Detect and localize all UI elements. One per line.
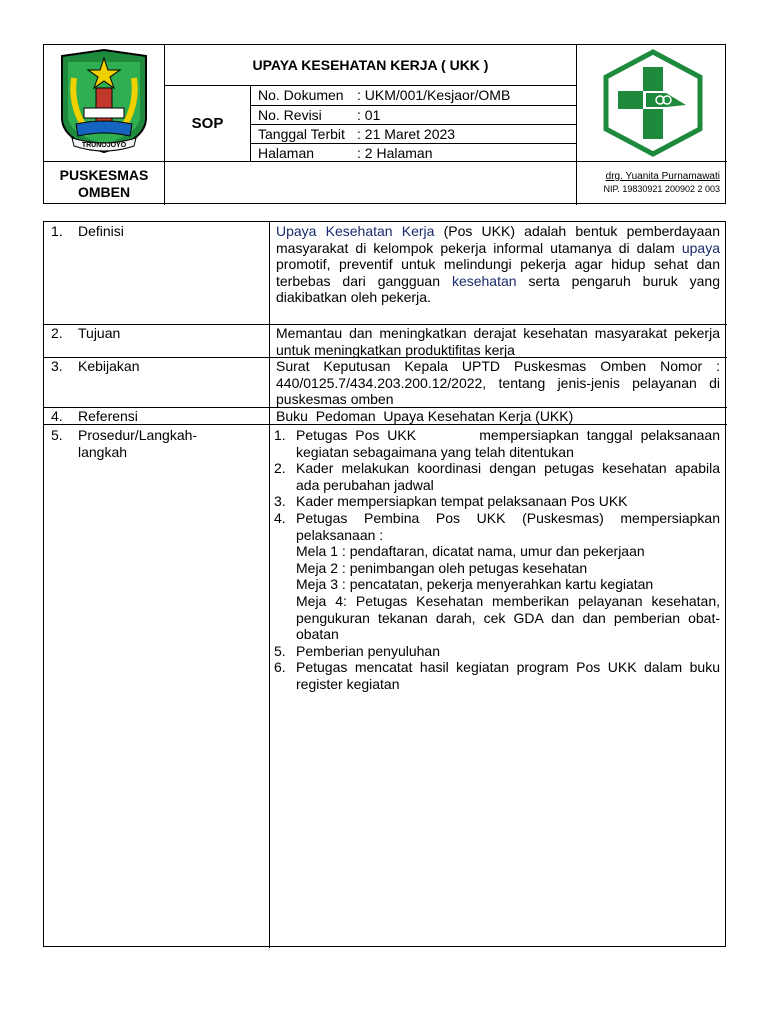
row-number: 1. xyxy=(51,223,63,239)
table-row xyxy=(51,408,138,425)
definition-part: serta pengaruh buruk yang diakibatkan oleh pekerja. xyxy=(276,272,720,306)
row-number: 4. xyxy=(51,408,63,424)
step-number: 6. xyxy=(274,659,286,676)
step-text: Kader melakukan koordinasi dengan petugas kesehatan apabila ada perubahan jadwal xyxy=(296,460,720,493)
revision-value: : 01 xyxy=(357,107,381,123)
procedure-steps xyxy=(274,427,724,693)
list-item xyxy=(274,427,724,460)
issue-date-row xyxy=(258,125,455,144)
step-text: Petugas mencatat hasil kegiatan program Pos UKK dalam buku register kegiatan xyxy=(296,659,720,692)
page-count-value: : 2 Halaman xyxy=(357,145,433,161)
sop-label: SOP xyxy=(191,115,224,132)
page-count-label: Halaman xyxy=(258,145,315,161)
definition-part: (Pos UKK) adalah bentuk pemberdayaan masyarakat di kelompok pekerja informal utamanya di dalam xyxy=(276,223,720,256)
sub-step: Meja 3 : pencatatan, pekerja menyerahkan kartu kegiatan xyxy=(296,576,654,593)
row-number: 2. xyxy=(51,325,63,341)
term-highlight: kesehatan xyxy=(451,272,517,289)
policy-text: Surat Keputusan Kepala UPTD Puskesmas Omben Nomor : 440/0125.7/434.203.200.12/2022, tentang jenis-jenis pelayanan di puskesmas omben xyxy=(276,358,720,408)
sub-step: Mela 1 : pendaftaran, dicatat nama, umur dan pekerjaan xyxy=(296,543,645,560)
list-item xyxy=(274,493,720,510)
step-number: 3. xyxy=(274,493,286,510)
sop-content-table xyxy=(43,221,726,947)
doc-number-row xyxy=(258,86,510,105)
list-item xyxy=(274,510,720,643)
term-highlight: upaya xyxy=(681,239,720,256)
step-text: Petugas Pembina Pos UKK (Puskesmas) mempersiapkan pelaksanaan : xyxy=(296,509,720,543)
signer-nip: NIP. 19830921 200902 2 003 xyxy=(603,184,720,194)
row-label: Definisi xyxy=(78,223,124,239)
sop-header xyxy=(43,44,726,204)
table-row xyxy=(51,223,124,240)
issue-date-label: Tanggal Terbit xyxy=(258,126,345,142)
list-item xyxy=(274,643,720,660)
doc-number-label: No. Dokumen xyxy=(258,87,344,103)
sub-step: Meja 4: Petugas Kesehatan memberikan pelayanan kesehatan, pengukuran tekanan darah, cek GDA dan dan pemberian obat-obatan xyxy=(296,592,720,643)
definition-text xyxy=(276,223,720,306)
step-text: Pemberian penyuluhan xyxy=(296,642,440,659)
document-title: UPAYA KESEHATAN KERJA ( UKK ) xyxy=(252,57,489,73)
step-number: 4. xyxy=(274,509,286,526)
list-item xyxy=(274,659,720,692)
organization-line2: OMBEN xyxy=(77,183,131,200)
signer-name: drg. Yuanita Purnamawati xyxy=(605,171,720,182)
regency-logo xyxy=(54,48,154,158)
puskesmas-logo xyxy=(598,49,708,157)
doc-number-value: : UKM/001/Kesjaor/OMB xyxy=(357,87,511,103)
svg-text:TRUNOJOYO: TRUNOJOYO xyxy=(81,142,127,149)
row-label: Tujuan xyxy=(78,325,121,341)
revision-label: No. Revisi xyxy=(258,107,322,123)
step-number: 5. xyxy=(274,642,286,659)
table-row xyxy=(51,358,140,375)
row-label: Prosedur/Langkah-langkah xyxy=(78,427,198,460)
organization-line1: PUSKESMAS xyxy=(59,166,149,183)
row-label: Kebijakan xyxy=(78,358,140,374)
step-text: Kader mempersiapkan tempat pelaksanaan Pos UKK xyxy=(296,493,628,510)
organization-name xyxy=(44,162,164,205)
issue-date-value: : 21 Maret 2023 xyxy=(357,126,456,142)
row-number: 5. xyxy=(51,427,63,443)
step-number: 2. xyxy=(274,460,286,477)
reference-text: Buku Pedoman Upaya Kesehatan Kerja (UKK) xyxy=(276,408,574,424)
sub-step: Meja 2 : penimbangan oleh petugas kesehatan xyxy=(296,559,588,576)
term-highlight: Upaya Kesehatan Kerja xyxy=(276,223,435,239)
signature-block xyxy=(577,171,727,195)
row-number: 3. xyxy=(51,358,63,374)
list-item xyxy=(274,460,720,493)
objective-text: Memantau dan meningkatkan derajat kesehatan masyarakat pekerja untuk meningkatkan produktifitas kerja xyxy=(276,325,720,358)
table-row xyxy=(51,427,261,460)
step-text: Petugas Pos UKK mempersiapkan tanggal pelaksanaan kegiatan sebagaimana yang telah ditentukan xyxy=(296,427,724,460)
revision-row xyxy=(258,106,380,125)
step-number: 1. xyxy=(274,427,286,443)
table-row xyxy=(51,325,121,342)
definition-part: promotif, preventif untuk melindungi pekerja agar hidup sehat dan terbebas dari gangguan xyxy=(276,256,720,289)
row-label: Referensi xyxy=(78,408,138,424)
page-count-row xyxy=(258,144,432,163)
